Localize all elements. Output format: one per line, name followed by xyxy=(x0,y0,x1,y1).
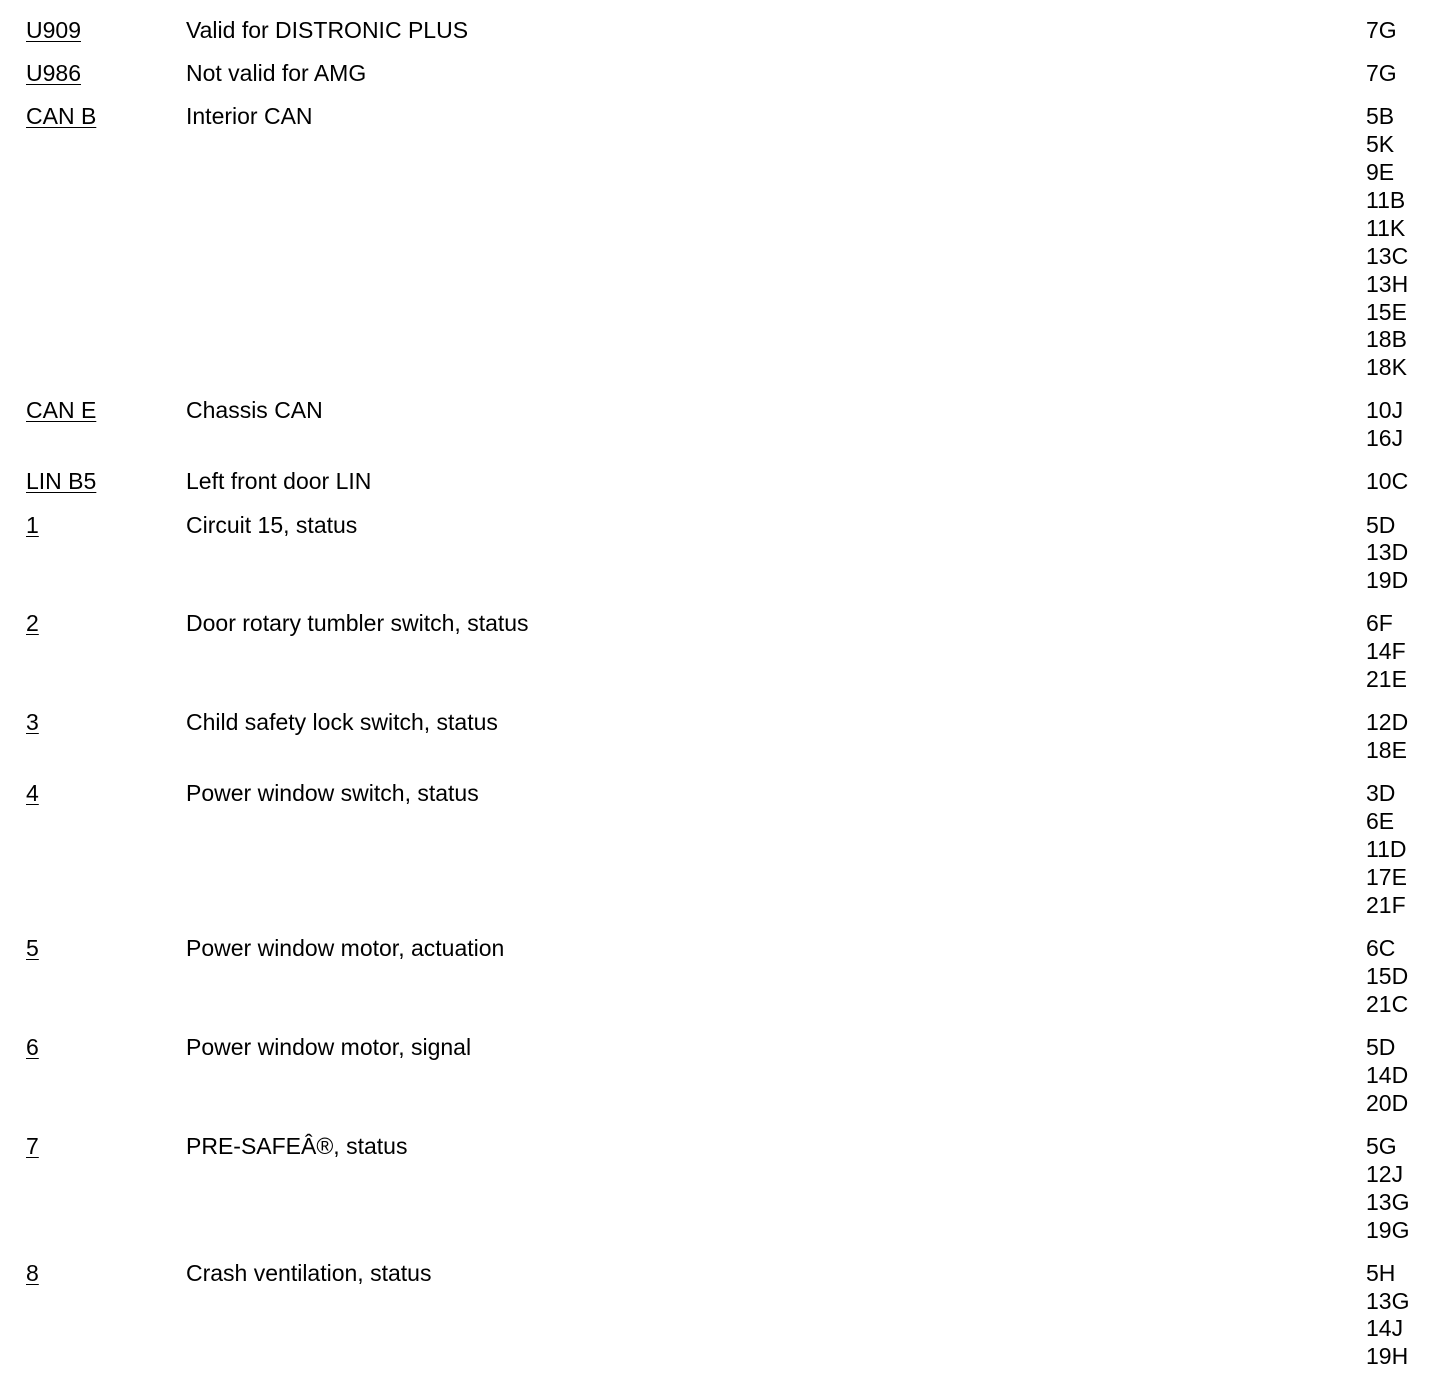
grid-reference-list xyxy=(1366,512,1408,596)
legend-code-link[interactable]: 5 xyxy=(26,935,39,961)
legend-code-link[interactable]: 6 xyxy=(26,1033,39,1060)
grid-reference: 13G xyxy=(1366,1287,1410,1314)
grid-reference: 6E xyxy=(1366,808,1395,835)
grid-reference: 21C xyxy=(1366,990,1409,1017)
grid-reference: 6C xyxy=(1366,935,1396,961)
legend-code-link[interactable]: 7 xyxy=(26,1132,39,1159)
grid-reference: 20D xyxy=(1366,1089,1409,1116)
legend-code-link[interactable]: LIN B5 xyxy=(26,468,97,495)
legend-description: Chassis CAN xyxy=(186,397,323,424)
legend-description: Power window motor, actuation xyxy=(186,935,505,961)
grid-reference: 7G xyxy=(1366,17,1397,43)
legend-code-link[interactable]: 3 xyxy=(26,709,39,736)
grid-reference: 5H xyxy=(1366,1259,1396,1286)
grid-reference: 10C xyxy=(1366,468,1409,495)
grid-reference: 19D xyxy=(1366,567,1409,594)
grid-reference-list xyxy=(1366,60,1397,88)
grid-reference: 18K xyxy=(1366,354,1407,381)
grid-reference: 12J xyxy=(1366,1160,1404,1187)
legend-code-link[interactable]: U909 xyxy=(26,17,81,43)
grid-reference: 18B xyxy=(1366,326,1407,353)
legend-description: Circuit 15, status xyxy=(186,511,358,538)
grid-reference-list xyxy=(1366,935,1408,1019)
grid-reference-list xyxy=(1366,610,1407,694)
grid-reference: 12D xyxy=(1366,709,1409,736)
grid-reference: 5G xyxy=(1366,1132,1397,1159)
legend-description: Interior CAN xyxy=(186,103,313,130)
legend-description: Power window switch, status xyxy=(186,780,479,807)
legend-code-link[interactable]: 1 xyxy=(26,511,39,538)
legend-description: Not valid for AMG xyxy=(186,60,367,87)
grid-reference: 5B xyxy=(1366,103,1395,130)
grid-reference: 15E xyxy=(1366,298,1407,325)
grid-reference: 6F xyxy=(1366,610,1393,637)
legend-description: Crash ventilation, status xyxy=(186,1259,432,1286)
legend-description: Power window motor, signal xyxy=(186,1033,472,1060)
grid-reference-list xyxy=(1366,468,1408,496)
grid-reference: 5D xyxy=(1366,1033,1396,1060)
grid-reference: 11D xyxy=(1366,836,1407,863)
grid-reference: 14D xyxy=(1366,1061,1409,1088)
grid-reference: 14F xyxy=(1366,638,1406,665)
legend-description: Valid for DISTRONIC PLUS xyxy=(186,17,469,43)
legend-code-link[interactable]: 8 xyxy=(26,1259,39,1286)
grid-reference: 9E xyxy=(1366,159,1395,185)
grid-reference-list xyxy=(1366,1260,1409,1372)
legend-code-link[interactable]: CAN E xyxy=(26,397,97,424)
grid-reference-list xyxy=(1366,780,1407,920)
grid-reference: 10J xyxy=(1366,397,1404,424)
grid-reference: 19H xyxy=(1366,1343,1409,1370)
grid-reference: 17E xyxy=(1366,864,1407,891)
grid-reference-list xyxy=(1366,1133,1409,1245)
grid-reference: 11K xyxy=(1366,214,1406,241)
grid-reference: 5D xyxy=(1366,511,1396,538)
grid-reference-list xyxy=(1366,709,1408,765)
legend-code-link[interactable]: CAN B xyxy=(26,103,97,130)
grid-reference: 18E xyxy=(1366,737,1407,764)
grid-reference: 15D xyxy=(1366,962,1409,989)
grid-reference: 13C xyxy=(1366,242,1409,269)
legend-code-link[interactable]: 4 xyxy=(26,780,39,807)
grid-reference: 5K xyxy=(1366,131,1395,158)
legend-code-link[interactable]: 2 xyxy=(26,610,39,637)
legend-description: Left front door LIN xyxy=(186,468,372,495)
grid-reference: 13D xyxy=(1366,539,1409,566)
legend-description: Door rotary tumbler switch, status xyxy=(186,610,529,637)
grid-reference: 3D xyxy=(1366,780,1396,807)
legend-description: PRE-SAFEÂ®, status xyxy=(186,1132,408,1159)
grid-reference: 21F xyxy=(1366,891,1406,918)
grid-reference: 7G xyxy=(1366,60,1397,87)
legend-code-link[interactable]: U986 xyxy=(26,60,81,87)
grid-reference: 21E xyxy=(1366,666,1407,693)
grid-reference: 13H xyxy=(1366,270,1409,297)
grid-reference: 13G xyxy=(1366,1188,1410,1215)
grid-reference-list xyxy=(1366,1034,1408,1118)
grid-reference: 14J xyxy=(1366,1315,1404,1342)
grid-reference-list xyxy=(1366,397,1403,453)
legend-description: Child safety lock switch, status xyxy=(186,709,498,736)
grid-reference: 19G xyxy=(1366,1216,1410,1243)
grid-reference-list xyxy=(1366,17,1397,45)
grid-reference: 16J xyxy=(1366,425,1404,452)
grid-reference: 11B xyxy=(1366,186,1406,213)
grid-reference-list xyxy=(1366,103,1408,382)
